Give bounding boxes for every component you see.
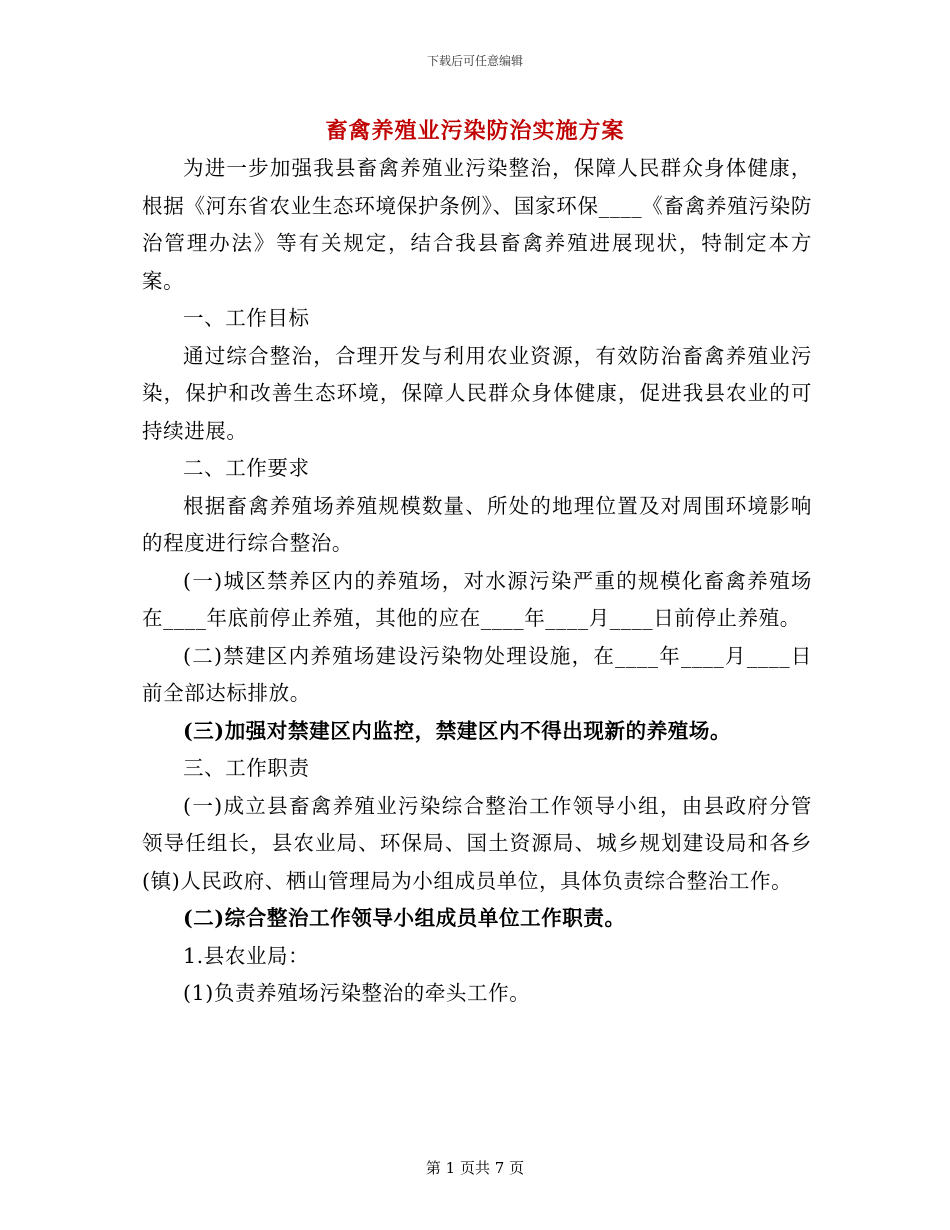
paragraph-duty-2: (二)综合整治工作领导小组成员单位工作职责。 (183, 906, 626, 930)
paragraph-goals: 通过综合整治，合理开发与利用农业资源，有效防治畜禽养殖业污染，保护和改善生态环境，保障人民群众身体健康，促进我县农业的可持续进展。 (142, 343, 812, 443)
document-title: 畜禽养殖业污染防治实施方案 (325, 118, 625, 144)
section-heading-duties: 三、工作职责 (183, 756, 310, 780)
paragraph-requirement-1: (一)城区禁养区内的养殖场，对水源污染严重的规模化畜禽养殖场在____年底前停止养殖，其他的应在____年____月____日前停止养殖。 (142, 568, 812, 630)
paragraph-agriculture-bureau: 1.县农业局： (183, 943, 310, 968)
paragraph-duty-1: (一)成立县畜禽养殖业污染综合整治工作领导小组，由县政府分管领导任组长，县农业局、环保局、国土资源局、城乡规划建设局和各乡(镇)人民政府、栖山管理局为小组成员单位，具体负责综合整治工作。 (142, 793, 812, 893)
paragraph-agriculture-duty-1: (1)负责养殖场污染整治的牵头工作。 (183, 981, 531, 1005)
paragraph-requirement-2: (二)禁建区内养殖场建设污染物处理设施，在____年____月____日前全部达标排放。 (142, 643, 812, 705)
page-header: 下载后可任意编辑 (426, 54, 523, 68)
paragraph-requirement-3: (三)加强对禁建区内监控，禁建区内不得出现新的养殖场。 (183, 718, 732, 743)
page-footer: 第 1 页共 7 页 (425, 1159, 525, 1177)
document-body (142, 150, 812, 1013)
paragraph-intro: 为进一步加强我县畜禽养殖业污染整治，保障人民群众身体健康，根据《河东省农业生态环境保护条例》、国家环保____《畜禽养殖污染防治管理办法》等有关规定，结合我县畜禽养殖进展现状，特制定本方案。 (142, 156, 812, 293)
section-heading-goals: 一、工作目标 (183, 306, 310, 330)
section-heading-requirements: 二、工作要求 (183, 456, 310, 480)
paragraph-requirements: 根据畜禽养殖场养殖规模数量、所处的地理位置及对周围环境影响的程度进行综合整治。 (142, 493, 812, 555)
